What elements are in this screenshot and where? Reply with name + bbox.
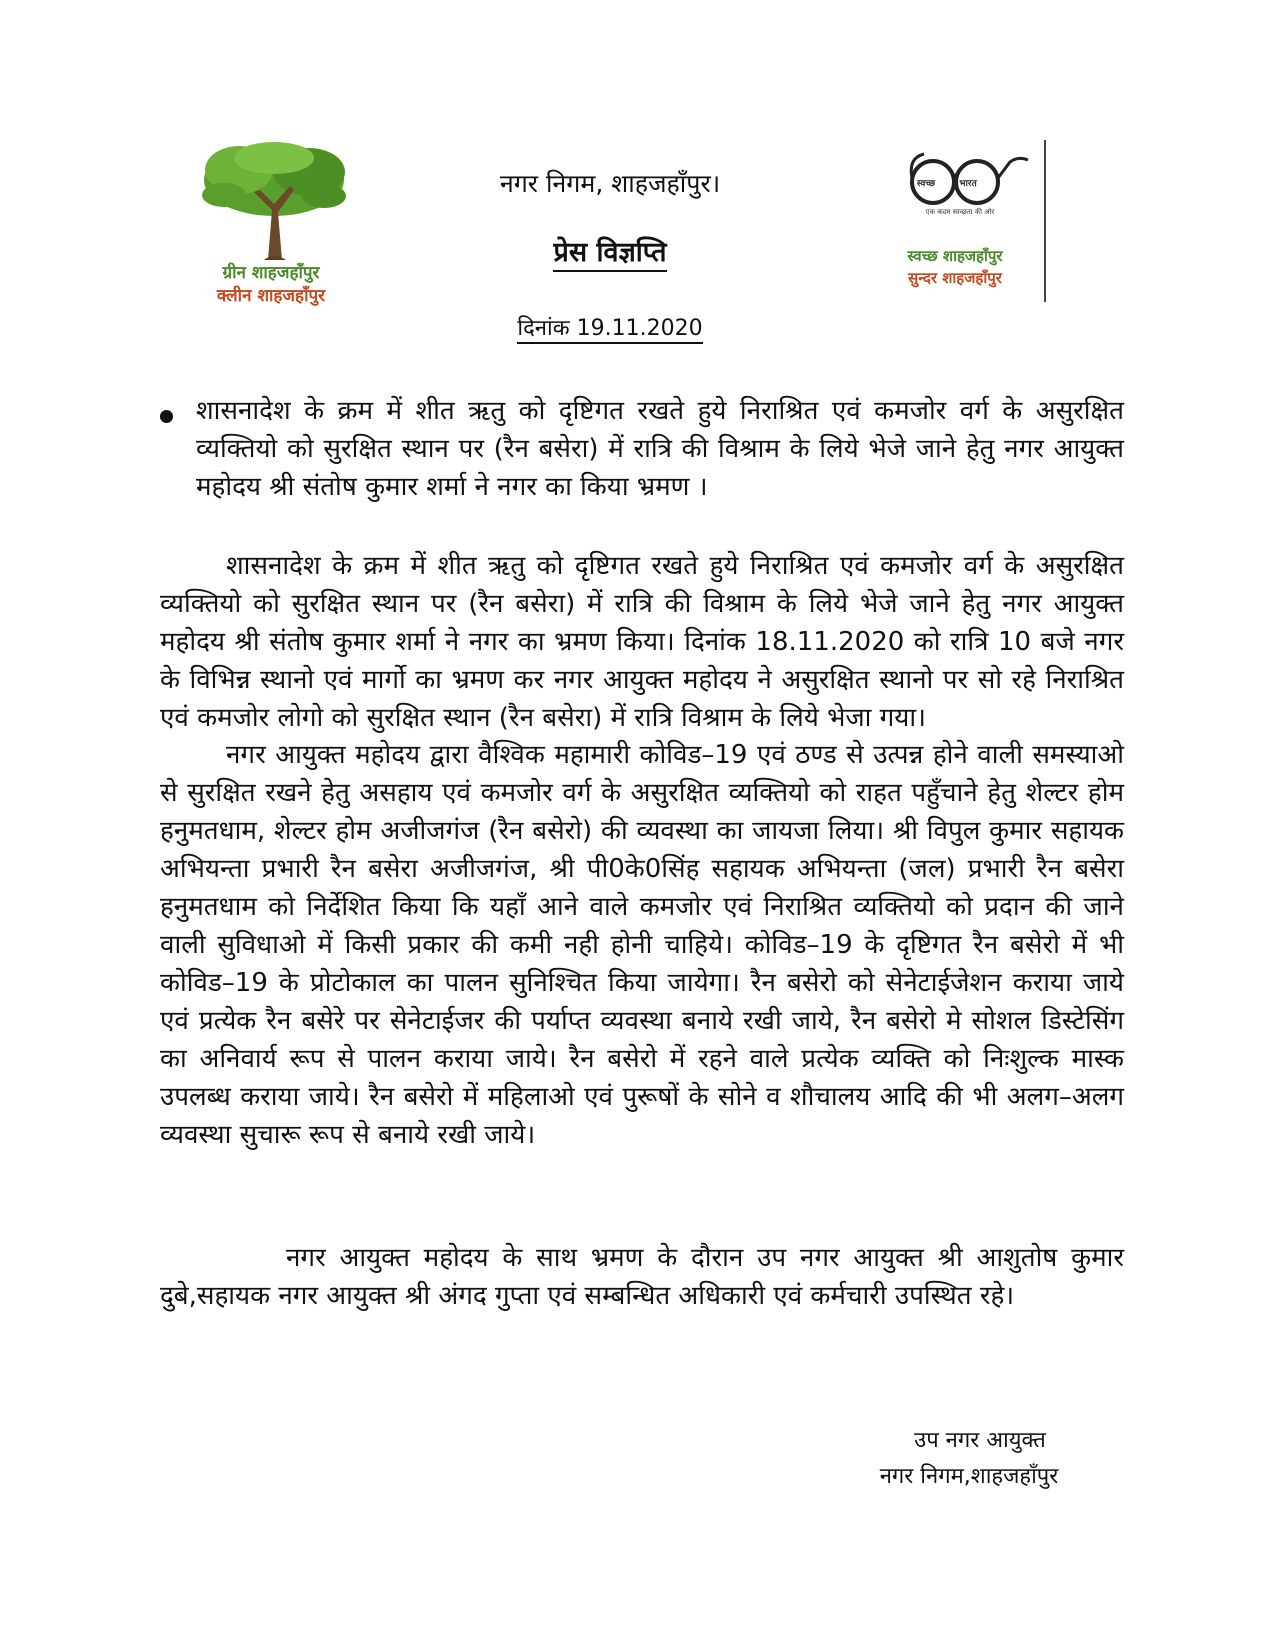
right-logo-line1: स्वच्छ शाहजहाँपुर: [907, 247, 1003, 265]
body-paragraph-1: शासनादेश के क्रम में शीत ऋतु को दृष्टिगत रखते हुये निराश्रित एवं कमजोर वर्ग के असुरक्षित व्यक्तियो को सुरक्षित स्थान पर (रैन बसेरा) में रात्रि की विश्राम के लिये भेजे जाने हेतु नगर आयुक्त महोदय श्री संतोष कुमार शर्मा ने नगर का भ्रमण किया। दिनांक 18.11.2020 को रात्रि 10 बजे नगर के विभिन्न स्थानो एवं मार्गो का भ्रमण कर नगर आयुक्त महोदय ने असुरक्षित स्थानो पर सो रहे निराश्रित एवं कमजोर लोगो को सुरक्षित स्थान (रैन बसेरा) में रात्रि विश्राम के लिये भेजा गया।: [160, 551, 1124, 733]
left-logo-line1: ग्रीन शाहजहाँपुर: [222, 263, 320, 283]
release-date: [430, 312, 790, 342]
release-date-text: दिनांक 19.11.2020: [517, 316, 702, 344]
tree-icon: [194, 140, 354, 260]
press-release-title-text: प्रेस विज्ञप्ति: [553, 237, 666, 272]
signatory-title: उप नगर आयुक्त: [914, 1428, 1046, 1453]
glass-right-label: भारत: [959, 179, 977, 189]
left-logo-line2: क्लीन शाहजहाँपुर: [216, 286, 326, 306]
press-release-title: [430, 232, 790, 269]
signatory-organization: नगर निगम,शाहजहाँपुर: [879, 1464, 1059, 1489]
organization-name: नगर निगम, शाहजहाँपुर।: [499, 169, 721, 198]
glass-left-label: स्वच्छ: [916, 179, 936, 189]
bullet-icon: [160, 410, 173, 423]
header-divider: [1044, 140, 1046, 302]
green-shahjahanpur-logo: [186, 140, 366, 315]
headline-text: शासनादेश के क्रम में शीत ऋतु को दृष्टिगत रखते हुये निराश्रित एवं कमजोर वर्ग के असुरक्षित व्यक्तियो को सुरक्षित स्थान पर (रैन बसेरा) में रात्रि की विश्राम के लिये भेजे जाने हेतु नगर आयुक्त महोदय श्री संतोष कुमार शर्मा ने नगर का किया भ्रमण ।: [196, 396, 1124, 502]
body-paragraph-3: नगर आयुक्त महोदय के साथ भ्रमण के दौरान उप नगर आयुक्त श्री आशुतोष कुमार दुबे,सहायक नगर आयुक्त श्री अंगद गुप्ता एवं सम्बन्धित अधिकारी एवं कर्मचारी उपस्थित रहे।: [160, 1243, 1124, 1311]
swachh-tagline: एक कदम स्वच्छता की ओर: [925, 208, 995, 216]
right-logo-line2: सुन्दर शाहजहाँपुर: [908, 269, 1002, 287]
body-paragraph-2: नगर आयुक्त महोदय द्वारा वैश्विक महामारी कोविड–19 एवं ठण्ड से उत्पन्न होने वाली समस्याओ से सुरक्षित रखने हेतु असहाय एवं कमजोर वर्ग के असुरक्षित व्यक्तियो को राहत पहुँचाने हेतु शेल्टर होम हनुमतधाम, शेल्टर होम अजीजगंज (रैन बसेरो) की व्यवस्था का जायजा लिया। श्री विपुल कुमार सहायक अभियन्ता प्रभारी रैन बसेरा अजीजगंज, श्री पी0के0सिंह सहायक अभियन्ता (जल) प्रभारी रैन बसेरा हनुमतधाम को निर्देशित किया कि यहाँ आने वाले कमजोर एवं निराश्रित व्यक्तियो को प्रदान की जाने वाली सुविधाओ में किसी प्रकार की कमी नही होनी चाहिये। कोविड–19 के दृष्टिगत रैन बसेरो में भी कोविड–19 के प्रोटोकाल का पालन सुनिश्चित किया जायेगा। रैन बसेरो को सेनेटाईजेशन कराया जाये एवं प्रत्येक रैन बसेरे पर सेनेटाईजर की पर्याप्त व्यवस्था बनाये रखी जाये, रैन बसेरो मे सोशल डिस्टेसिंग का अनिवार्य रूप से पालन कराया जाये। रैन बसेरो में रहने वाले प्रत्येक व्यक्ति को निःशुल्क मास्क उपलब्ध कराया जाये। रैन बसेरो में महिलाओ एवं पुरूषों के सोने व शौचालय आदि की भी अलग–अलग व्यवस्था सुचारू रूप से बनाये रखी जाये।: [160, 740, 1124, 1150]
swachh-bharat-logo: [890, 140, 1030, 300]
